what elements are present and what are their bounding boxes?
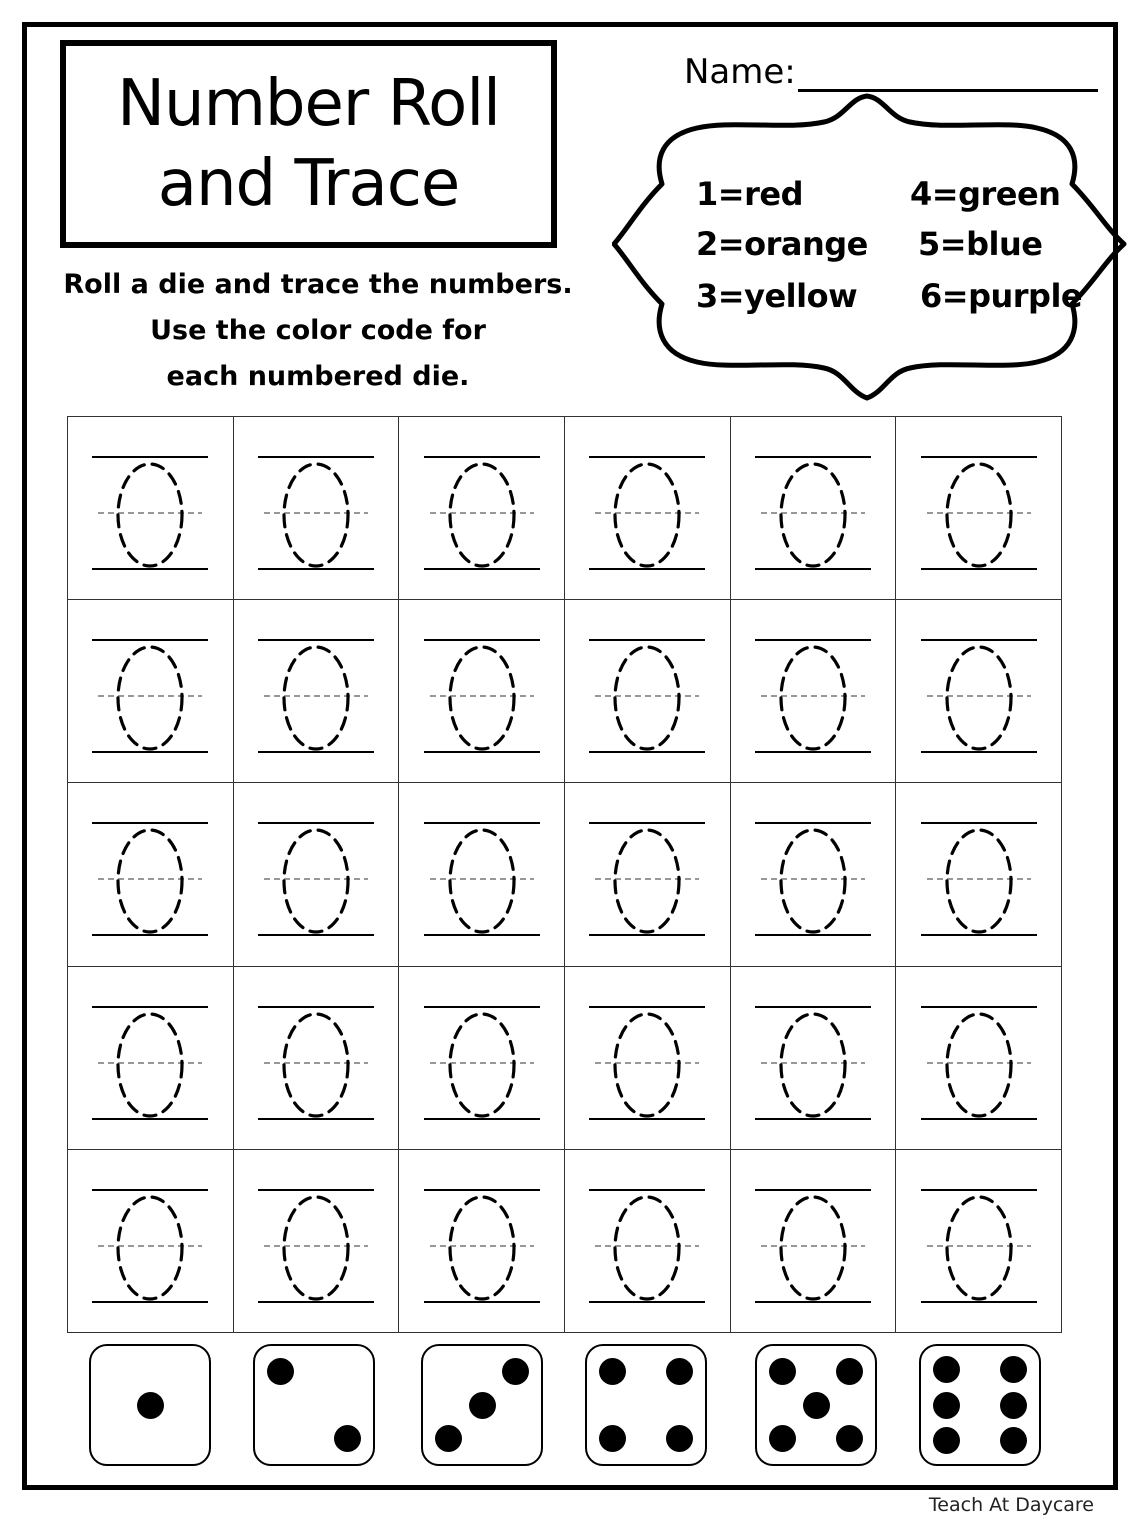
dice-row [67, 1338, 1062, 1468]
trace-zero-icon [254, 626, 378, 756]
trace-zero-icon [254, 1176, 378, 1306]
trace-cell[interactable] [731, 783, 897, 966]
trace-zero-icon [254, 443, 378, 573]
title-line-2: and Trace [157, 147, 460, 221]
trace-cell[interactable] [731, 967, 897, 1150]
trace-zero-icon [917, 993, 1041, 1123]
trace-zero-icon [254, 993, 378, 1123]
die-pip [836, 1425, 863, 1452]
trace-zero-icon [585, 1176, 709, 1306]
trace-cell[interactable] [234, 600, 400, 783]
name-field[interactable] [684, 42, 1098, 92]
instruction-line-3: each numbered die. [166, 361, 470, 392]
die-pip [666, 1358, 693, 1385]
color-code-3: 3=yellow [696, 277, 858, 315]
die-4-icon [585, 1344, 707, 1466]
die-pip [769, 1425, 796, 1452]
trace-cell[interactable] [234, 783, 400, 966]
name-label: Name: [684, 52, 796, 92]
die-pip [769, 1358, 796, 1385]
trace-zero-icon [88, 443, 212, 573]
trace-cell[interactable] [234, 967, 400, 1150]
trace-cell[interactable] [565, 783, 731, 966]
trace-cell[interactable] [68, 783, 234, 966]
die-pip [933, 1356, 960, 1383]
die-pip [469, 1392, 496, 1419]
trace-zero-icon [585, 993, 709, 1123]
color-code-6: 6=purple [920, 277, 1083, 315]
trace-cell[interactable] [68, 600, 234, 783]
trace-cell[interactable] [234, 1150, 400, 1333]
trace-cell[interactable] [565, 417, 731, 600]
instructions [40, 262, 596, 400]
trace-zero-icon [751, 993, 875, 1123]
trace-zero-icon [88, 626, 212, 756]
die-pip [267, 1358, 294, 1385]
trace-zero-icon [917, 809, 1041, 939]
trace-cell[interactable] [731, 1150, 897, 1333]
trace-zero-icon [585, 809, 709, 939]
color-code-4: 4=green [910, 175, 1061, 213]
tracing-grid [67, 416, 1062, 1333]
trace-zero-icon [420, 1176, 544, 1306]
die-pip [599, 1425, 626, 1452]
trace-cell[interactable] [68, 967, 234, 1150]
color-code-2: 2=orange [696, 225, 868, 263]
trace-cell[interactable] [565, 1150, 731, 1333]
die-pip [599, 1358, 626, 1385]
instruction-line-2: Use the color code for [150, 315, 486, 346]
instruction-line-1: Roll a die and trace the numbers. [63, 269, 573, 300]
die-pip [334, 1425, 361, 1452]
trace-cell[interactable] [731, 417, 897, 600]
trace-zero-icon [88, 993, 212, 1123]
die-pip [836, 1358, 863, 1385]
die-pip [1000, 1356, 1027, 1383]
trace-zero-icon [917, 626, 1041, 756]
trace-zero-icon [751, 809, 875, 939]
die-pip [435, 1425, 462, 1452]
die-pip [803, 1392, 830, 1419]
trace-cell[interactable] [896, 417, 1062, 600]
trace-cell[interactable] [896, 600, 1062, 783]
trace-zero-icon [751, 1176, 875, 1306]
title-box [60, 40, 557, 248]
trace-cell[interactable] [731, 600, 897, 783]
die-pip [1000, 1392, 1027, 1419]
color-code-1: 1=red [696, 175, 803, 213]
die-5-icon [755, 1344, 877, 1466]
trace-cell[interactable] [896, 967, 1062, 1150]
trace-cell[interactable] [896, 1150, 1062, 1333]
die-pip [502, 1358, 529, 1385]
trace-cell[interactable] [399, 600, 565, 783]
trace-cell[interactable] [399, 967, 565, 1150]
die-1-icon [89, 1344, 211, 1466]
color-code-frame [612, 88, 1130, 406]
trace-zero-icon [420, 443, 544, 573]
trace-zero-icon [420, 626, 544, 756]
trace-cell[interactable] [565, 600, 731, 783]
trace-cell[interactable] [234, 417, 400, 600]
trace-cell[interactable] [68, 1150, 234, 1333]
die-pip [933, 1392, 960, 1419]
credit-text: Teach At Daycare [928, 1494, 1094, 1516]
trace-cell[interactable] [565, 967, 731, 1150]
die-pip [137, 1392, 164, 1419]
trace-zero-icon [420, 809, 544, 939]
die-pip [933, 1427, 960, 1454]
die-6-icon [919, 1344, 1041, 1466]
trace-zero-icon [751, 443, 875, 573]
die-2-icon [253, 1344, 375, 1466]
die-pip [666, 1425, 693, 1452]
trace-cell[interactable] [68, 417, 234, 600]
name-blank-line[interactable] [798, 57, 1098, 92]
scalloped-frame-icon [612, 88, 1130, 406]
die-3-icon [421, 1344, 543, 1466]
trace-zero-icon [585, 626, 709, 756]
trace-zero-icon [585, 443, 709, 573]
trace-zero-icon [88, 809, 212, 939]
trace-cell[interactable] [399, 783, 565, 966]
trace-zero-icon [420, 993, 544, 1123]
trace-cell[interactable] [896, 783, 1062, 966]
color-code-5: 5=blue [918, 225, 1043, 263]
trace-cell[interactable] [399, 1150, 565, 1333]
trace-zero-icon [751, 626, 875, 756]
trace-zero-icon [917, 1176, 1041, 1306]
die-pip [1000, 1427, 1027, 1454]
title-line-1: Number Roll [117, 67, 500, 141]
trace-cell[interactable] [399, 417, 565, 600]
trace-zero-icon [254, 809, 378, 939]
trace-zero-icon [917, 443, 1041, 573]
trace-zero-icon [88, 1176, 212, 1306]
